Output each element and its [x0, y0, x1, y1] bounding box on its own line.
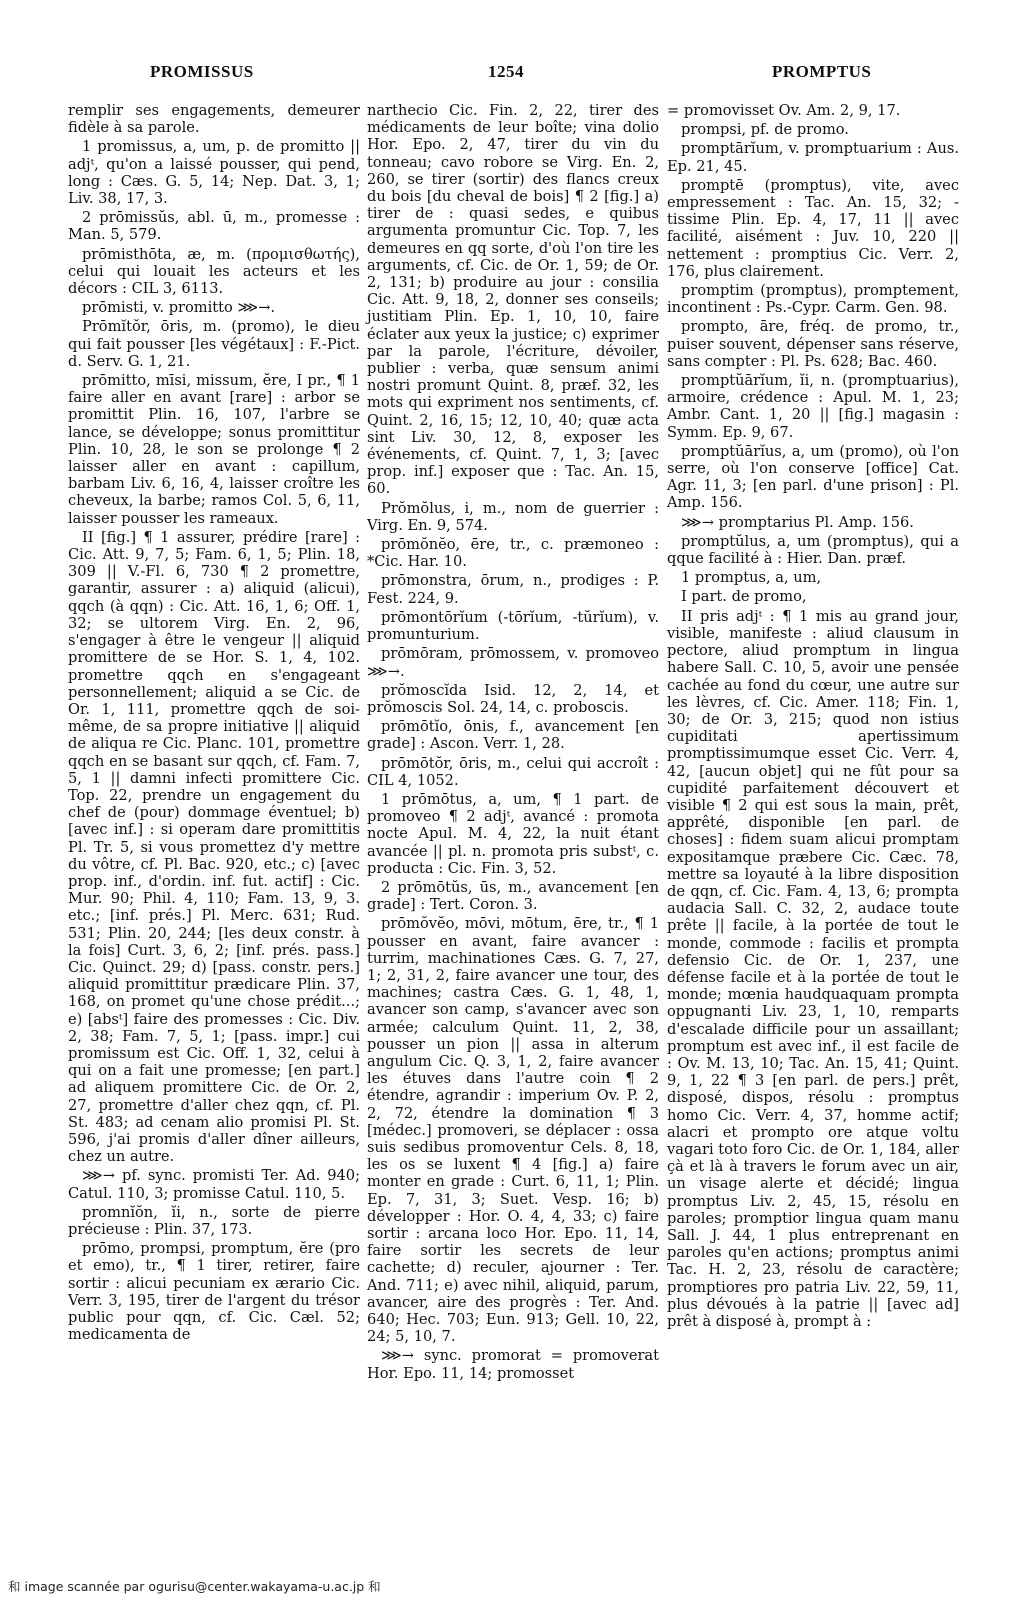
- dictionary-entry: prompto, āre, fréq. de promo, tr., puiser souvent, dépenser sans réserve, sans compter : Pl. Ps. 628; Bac. 460.: [667, 318, 959, 370]
- column-left: [68, 102, 360, 1345]
- dictionary-entry: ⋙→ promptarius Pl. Amp. 156.: [681, 513, 914, 531]
- dictionary-entry: = promovisset Ov. Am. 2, 9, 17.: [667, 102, 901, 119]
- dictionary-entry: promptim (promptus), promptement, incontinent : Ps.-Cypr. Carm. Gen. 98.: [667, 282, 959, 317]
- dictionary-entry: I part. de promo,: [681, 588, 807, 606]
- dictionary-entry: prōmŏvĕo, mōvi, mōtum, ēre, tr., ¶ 1 pousser en avant, faire avancer : turrim, machinationes Cæs. G. 7, 27, 1; 2, 31, 2, faire avancer une tour, des machines; castra Cæs. G. 1, 48, 1, avancer son camp, s'avancer avec son armée; calculum Quint. 11, 2, 38, pousser un pion || assa in alterum angulum Cic. Q. 3, 1, 2, faire avancer les étuves dans l'autre coin ¶ 2 étendre, agrandir : imperium Ov. P. 2, 2, 72, étendre la domination ¶ 3 [médec.] promoveri, se déplacer : ossa suis sedibus promoventur Cels. 8, 18, les os se luxent ¶ 4 [fig.] a) faire monter en grade : Curt. 6, 11, 1; Plin. Ep. 7, 31, 3; Suet. Vesp. 16; b) développer : Hor. O. 4, 4, 33; c) faire sortir : arcana loco Hor. Epo. 11, 14, faire sortir les secrets de leur cachette; d) reculer, ajourner : Ter. And. 711; e) avec nihil, aliquid, parum, avancer, aire des progrès : Ter. And. 640; Hec. 703; Eun. 913; Gell. 10, 22, 24; 5, 10, 7.: [367, 915, 659, 1346]
- dictionary-entry: ⋙→ sync. promorat = promoverat Hor. Epo. 11, 14; promosset: [367, 1347, 659, 1382]
- dictionary-entry: prompsi, pf. de promo.: [681, 121, 849, 139]
- dictionary-entry: prōmōtŏr, ōris, m., celui qui accroît : CIL 4, 1052.: [367, 754, 659, 789]
- column-right: [667, 102, 959, 1332]
- dictionary-entry: prōmontōrĭum (-tōrĭum, -tŭrĭum), v. promunturium.: [367, 608, 659, 644]
- dictionary-entry: prōmo, prompsi, promptum, ĕre (pro et emo), tr., ¶ 1 tirer, retirer, faire sortir : alicui pecuniam ex ærario Cic. Verr. 3, 195, tirer de l'argent du trésor public pour qqn, cf. Cic. Cæl. 52; medicamenta de: [68, 1240, 360, 1344]
- dictionary-entry: 1 prōmōtus, a, um, ¶ 1 part. de promoveo ¶ 2 adjᵗ, avancé : promota nocte Apul. M. 4, 22, la nuit étant avancée || pl. n. promota pris substᵗ, c. producta : Cic. Fin. 3, 52.: [367, 790, 659, 877]
- dictionary-entry: ⋙→ pf. sync. promisti Ter. Ad. 940; Catul. 110, 3; promisse Catul. 110, 5.: [68, 1167, 360, 1202]
- dictionary-entry: promptē (promptus), vite, avec empressement : Tac. An. 15, 32; -tissime Plin. Ep. 4, 17, 11 || avec facilité, aisément : Juv. 10, 220 || nettement : promptius Cic. Verr. 2, 176, plus clairement.: [667, 176, 959, 280]
- dictionary-entry: II pris adjᵗ : ¶ 1 mis au grand jour, visible, manifeste : aliud clausum in pectore, aliud promptum in lingua habere Sall. C. 10, 5, avoir une pensée cachée au fond du cœur, une autre sur les lèvres, cf. Cic. Amer. 118; Fin. 1, 30; de Or. 3, 215; quod non istius cupiditati apertissimum promptissimumque esset Cic. Verr. 4, 42, [aucun objet] qui ne fût pour sa cupidité parfaitement découvert et visible ¶ 2 qui est sous la main, prêt, apprêté, disponible [en parl. de choses] : fidem suam alicui promptam expositamque præbere Cic. Cæc. 78, mettre sa loyauté à la libre disposition de qqn, cf. Cic. Fam. 4, 13, 6; prompta audacia Sall. C. 32, 2, audace toute prête || facile, à la portée de tout le monde, commode : facilis et prompta defensio Cic. de Or. 1, 237, une défense facile et à la portée de tout le monde; mœnia haudquaquam prompta oppugnanti Liv. 23, 1, 10, remparts d'escalade difficile pour un assaillant; promptum est avec inf., il est facile de : Ov. M. 13, 10; Tac. An. 15, 41; Quint. 9, 1, 22 ¶ 3 [en parl. de pers.] prêt, disposé, dispos, résolu : promptus homo Cic. Verr. 4, 37, homme actif; alacri et prompto ore atque voltu vagari toto foro Cic. de Or. 1, 184, aller çà et là à travers le forum avec un air, un visage alerte et décidé; lingua promptus Liv. 2, 45, 15, résolu en paroles; promptior lingua quam manu Sall. J. 44, 1 plus entreprenant en paroles qu'en actions; promptus animi Tac. H. 2, 23, résolu de caractère; promptiores pro patria Liv. 22, 59, 11, plus dévoués à la patrie || [avec ad] prêt à disposé à, prompt à :: [667, 607, 959, 1331]
- dictionary-entry: promptŭārĭus, a, um (promo), où l'on serre, où l'on conserve [office] Cat. Agr. 11, 3; [en parl. d'une prison] : Pl. Amp. 156.: [667, 442, 959, 512]
- page-header: [0, 62, 1024, 88]
- dictionary-entry: 1 promissus, a, um, p. de promitto || adjᵗ, qu'on a laissé pousser, qui pend, long : Cæs. G. 5, 14; Nep. Dat. 3, 1; Liv. 38, 17, 3.: [68, 138, 360, 208]
- page-number: 1254: [488, 62, 524, 81]
- dictionary-entry: 2 prōmissŭs, abl. ū, m., promesse : Man. 5, 579.: [68, 209, 360, 244]
- dictionary-entry: promptārĭum, v. promptuarium : Aus. Ep. 21, 45.: [667, 140, 959, 175]
- header-left-keyword: PROMISSUS: [150, 62, 254, 81]
- dictionary-entry: prōmōtĭo, ōnis, f., avancement [en grade] : Ascon. Verr. 1, 28.: [367, 718, 659, 753]
- dictionary-entry: promnĭŏn, ĭi, n., sorte de pierre précieuse : Plin. 37, 173.: [68, 1203, 360, 1238]
- dictionary-entry: 2 prōmōtŭs, ūs, m., avancement [en grade] : Tert. Coron. 3.: [367, 878, 659, 914]
- dictionary-entry: promptŭārĭum, ĭi, n. (promptuarius), armoire, crédence : Apul. M. 1, 23; Ambr. Cant. 1, 20 || [fig.] magasin : Symm. Ep. 9, 67.: [667, 372, 959, 441]
- dictionary-entry: prōmōram, prōmossem, v. promoveo ⋙→.: [367, 645, 659, 680]
- dictionary-entry: prōmitto, mīsi, missum, ĕre, I pr., ¶ 1 faire aller en avant [rare] : arbor se promittit Plin. 16, 107, l'arbre se lance, se développe; sonus promittitur Plin. 10, 28, le son se prolonge ¶ 2 laisser aller en avant : capillum, barbam Liv. 6, 16, 4, laisser croître les cheveux, la barbe; ramos Col. 5, 6, 11, laisser pousser les rameaux.: [68, 372, 360, 527]
- dictionary-entry: promptŭlus, a, um (promptus), qui a qque facilité à : Hier. Dan. præf.: [667, 532, 959, 568]
- dictionary-entry: Prōmĭtŏr, ōris, m. (promo), le dieu qui fait pousser [les végétaux] : F.-Pict. d. Serv. G. 1, 21.: [68, 318, 360, 370]
- header-right-keyword: PROMPTUS: [772, 62, 872, 81]
- dictionary-entry: prŏmoscĭda Isid. 12, 2, 14, et prŏmoscis Sol. 24, 14, c. proboscis.: [367, 681, 659, 716]
- dictionary-entry: prōmisthōta, æ, m. (προμισθωτής), celui qui louait les acteurs et les décors : CIL 3, 6113.: [68, 245, 360, 298]
- column-middle: [367, 102, 659, 1384]
- scan-credit-footer: 和 image scannée par ogurisu@center.wakayama-u.ac.jp 和: [8, 1579, 381, 1594]
- dictionary-entry: prōmŏnĕo, ēre, tr., c. præmoneo : *Cic. Har. 10.: [367, 536, 659, 571]
- dictionary-entry: II [fig.] ¶ 1 assurer, prédire [rare] : Cic. Att. 9, 7, 5; Fam. 6, 1, 5; Plin. 18, 309 || V.-Fl. 6, 730 ¶ 2 promettre, garantir, assurer : a) aliquid (alicui), qqch (à qqn) : Cic. Att. 16, 1, 6; Off. 1, 32; se ultorem Virg. En. 2, 96, s'engager à être le vengeur || aliquid promittere de se Hor. S. 1, 4, 102. promettre qqch en s'engageant personnellement; aliquid a se Cic. de Or. 1, 111, promettre qqch de soi-même, de sa propre initiative || aliquid de aliqua re Cic. Planc. 101, promettre qqch en se basant sur qqch, cf. Fam. 7, 5, 1 || damni infecti promittere Cic. Top. 22, prendre un engagement du chef de (pour) dommage éventuel; b) [avec inf.] : si operam dare promittitis Pl. Tr. 5, si vous promettez d'y mettre du vôtre, cf. Pl. Bac. 920, etc.; c) [avec prop. inf., d'ordin. inf. fut. actif] : Cic. Mur. 90; Phil. 4, 110; Fam. 13, 9, 3. etc.; [inf. prés.] Pl. Merc. 631; Rud. 531; Plin. 20, 244; [les deux constr. à la fois] Curt. 3, 6, 2; [inf. prés. pass.] Cic. Quinct. 29; d) [pass. constr. pers.] aliquid promittitur prædicare Plin. 37, 168, on promet qu'une chose prédit...; e) [absᵗ] faire des promesses : Cic. Div. 2, 38; Fam. 7, 5, 1; [pass. impr.] cui promissum est Cic. Off. 1, 32, celui à qui on a fait une promesse; [en part.] ad aliquem promittere Cic. de Or. 2, 27, promettre d'aller chez qqn, cf. Pl. St. 483; ad cenam alio promisi Pl. St. 596, j'ai promis d'aller dîner ailleurs, chez un autre.: [68, 528, 360, 1166]
- dictionary-entry: Prŏmŏlus, i, m., nom de guerrier : Virg. En. 9, 574.: [367, 499, 659, 534]
- dictionary-entry: prōmisti, v. promitto ⋙→.: [82, 299, 276, 317]
- dictionary-entry: narthecio Cic. Fin. 2, 22, tirer des médicaments de leur boîte; vina dolio Hor. Epo. 2, 47, tirer du vin du tonneau; cavo robore se Virg. En. 2, 260, se tirer (sortir) des flancs creux du bois [du cheval de bois] ¶ 2 [fig.] a) tirer de : quasi sedes, e quibus argumenta promuntur Cic. Top. 7, les demeures en qq sorte, d'où l'on tire les arguments, cf. Cic. de Or. 1, 59; de Or. 2, 131; b) produire au jour : consilia Cic. Att. 9, 18, 2, donner ses conseils; justitiam Plin. Ep. 1, 10, 10, faire éclater aux yeux la justice; c) exprimer par la parole, l'écriture, dévoiler, publier : verba, quæ sensum animi nostri promunt Quint. 8, præf. 32, les mots qui expriment nos sentiments, cf. Quint. 2, 16, 15; 12, 10, 40; quæ acta sint Liv. 30, 12, 8, exposer les événements, cf. Quint. 7, 1, 3; [avec prop. inf.] exposer que : Tac. An. 15, 60.: [367, 102, 659, 498]
- dictionary-entry: remplir ses engagements, demeurer fidèle à sa parole.: [68, 102, 360, 137]
- dictionary-entry: prōmonstra, ōrum, n., prodiges : P. Fest. 224, 9.: [367, 572, 659, 607]
- dictionary-entry: 1 promptus, a, um,: [681, 569, 822, 587]
